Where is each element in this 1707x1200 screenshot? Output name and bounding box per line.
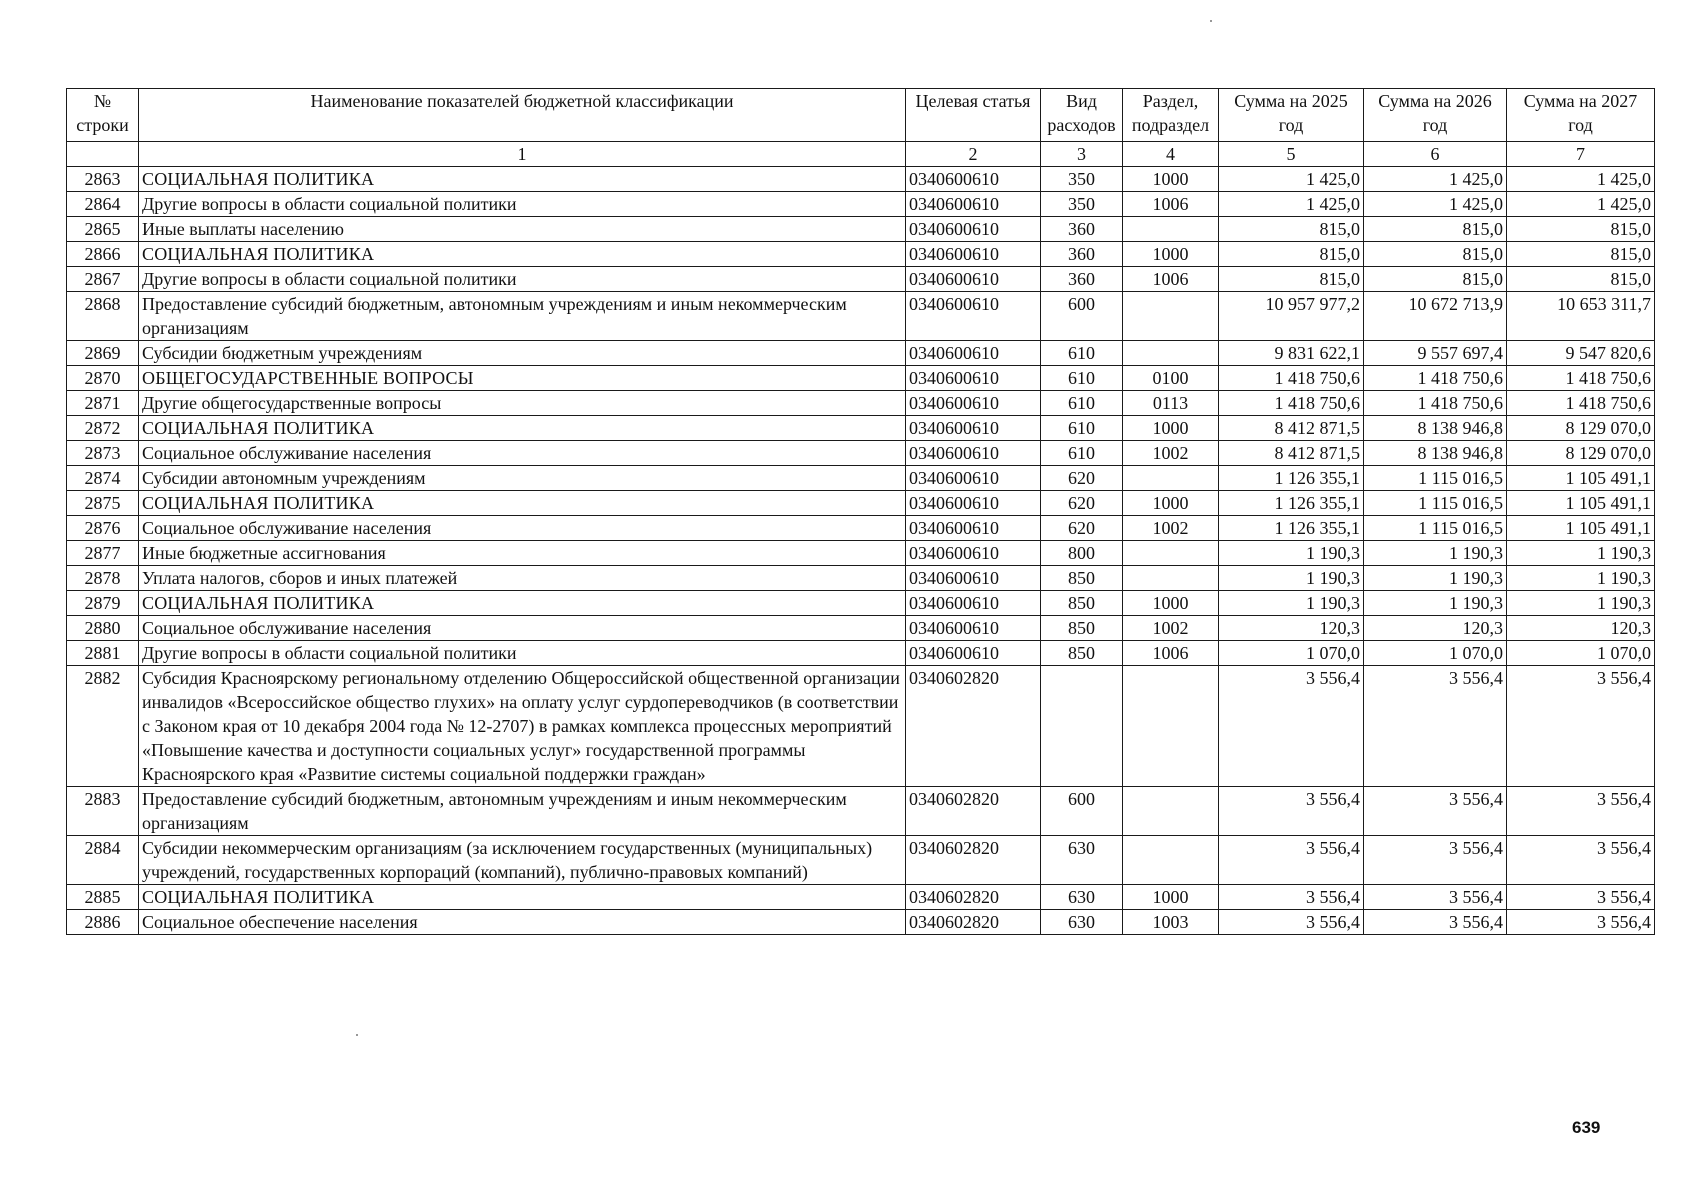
table-row [67,516,1655,541]
sum-2025-cell: 1 126 355,1 [1219,516,1364,541]
row-number-cell: 2869 [67,341,139,366]
target-code-cell: 0340600610 [906,516,1041,541]
sum-2027-cell: 1 418 750,6 [1507,366,1655,391]
sum-2025-cell: 815,0 [1219,267,1364,292]
header-vid: Вид расходов [1041,89,1123,142]
sum-2027-cell: 3 556,4 [1507,885,1655,910]
column-number: 2 [906,142,1041,167]
section-cell: 1002 [1123,616,1219,641]
sum-2026-cell: 1 070,0 [1364,641,1507,666]
row-name-cell: Иные выплаты населению [139,217,906,242]
target-code-cell: 0340600610 [906,242,1041,267]
expense-type-cell: 360 [1041,267,1123,292]
sum-2027-cell: 1 190,3 [1507,591,1655,616]
sum-2027-cell: 3 556,4 [1507,836,1655,885]
sum-2027-cell: 815,0 [1507,242,1655,267]
target-code-cell: 0340600610 [906,416,1041,441]
column-number [67,142,139,167]
sum-2027-cell: 1 105 491,1 [1507,466,1655,491]
sum-2027-cell: 8 129 070,0 [1507,441,1655,466]
target-code-cell: 0340600610 [906,441,1041,466]
expense-type-cell: 610 [1041,441,1123,466]
row-name-cell: Другие вопросы в области социальной политики [139,192,906,217]
column-number-row [67,142,1655,167]
row-number-cell: 2876 [67,516,139,541]
row-name-cell: СОЦИАЛЬНАЯ ПОЛИТИКА [139,167,906,192]
header-sum-2025: Сумма на 2025 год [1219,89,1364,142]
sum-2026-cell: 815,0 [1364,242,1507,267]
table-row [67,591,1655,616]
header-target: Целевая статья [906,89,1041,142]
section-cell: 1006 [1123,267,1219,292]
row-number-cell: 2871 [67,391,139,416]
table-row [67,466,1655,491]
sum-2025-cell: 1 126 355,1 [1219,466,1364,491]
column-number: 5 [1219,142,1364,167]
table-row [67,391,1655,416]
sum-2027-cell: 1 190,3 [1507,566,1655,591]
row-number-cell: 2868 [67,292,139,341]
row-name-cell: Иные бюджетные ассигнования [139,541,906,566]
expense-type-cell: 630 [1041,885,1123,910]
row-name-cell: Предоставление субсидий бюджетным, автономным учреждениям и иным некоммерческим организациям [139,292,906,341]
row-name-cell: ОБЩЕГОСУДАРСТВЕННЫЕ ВОПРОСЫ [139,366,906,391]
sum-2027-cell: 1 425,0 [1507,167,1655,192]
header-sum-2027: Сумма на 2027 год [1507,89,1655,142]
section-cell [1123,292,1219,341]
section-cell: 0100 [1123,366,1219,391]
scan-speck [356,1034,358,1036]
sum-2025-cell: 3 556,4 [1219,787,1364,836]
sum-2027-cell: 815,0 [1507,267,1655,292]
sum-2027-cell: 1 070,0 [1507,641,1655,666]
sum-2025-cell: 8 412 871,5 [1219,416,1364,441]
target-code-cell: 0340602820 [906,787,1041,836]
section-cell: 1000 [1123,491,1219,516]
section-cell: 1006 [1123,192,1219,217]
row-number-cell: 2885 [67,885,139,910]
header-row-no: № строки [67,89,139,142]
sum-2026-cell: 10 672 713,9 [1364,292,1507,341]
row-number-cell: 2882 [67,666,139,787]
row-name-cell: Другие вопросы в области социальной политики [139,267,906,292]
target-code-cell: 0340600610 [906,616,1041,641]
section-cell: 0113 [1123,391,1219,416]
row-number-cell: 2865 [67,217,139,242]
target-code-cell: 0340600610 [906,217,1041,242]
table-row [67,416,1655,441]
expense-type-cell: 600 [1041,787,1123,836]
sum-2025-cell: 3 556,4 [1219,666,1364,787]
section-cell [1123,787,1219,836]
table-row [67,267,1655,292]
table-row [67,616,1655,641]
table-row [67,192,1655,217]
column-number: 6 [1364,142,1507,167]
table-row [67,292,1655,341]
page-number: 639 [1572,1118,1601,1137]
sum-2025-cell: 1 126 355,1 [1219,491,1364,516]
row-number-cell: 2880 [67,616,139,641]
sum-2025-cell: 120,3 [1219,616,1364,641]
table-row [67,910,1655,935]
row-name-cell: Уплата налогов, сборов и иных платежей [139,566,906,591]
expense-type-cell: 850 [1041,566,1123,591]
section-cell: 1006 [1123,641,1219,666]
section-cell: 1000 [1123,885,1219,910]
sum-2027-cell: 1 418 750,6 [1507,391,1655,416]
target-code-cell: 0340600610 [906,192,1041,217]
sum-2026-cell: 8 138 946,8 [1364,441,1507,466]
expense-type-cell [1041,666,1123,787]
sum-2026-cell: 1 425,0 [1364,192,1507,217]
row-name-cell: Предоставление субсидий бюджетным, автономным учреждениям и иным некоммерческим организациям [139,787,906,836]
table-row [67,366,1655,391]
sum-2025-cell: 1 190,3 [1219,591,1364,616]
sum-2027-cell: 1 190,3 [1507,541,1655,566]
row-number-cell: 2879 [67,591,139,616]
expense-type-cell: 850 [1041,591,1123,616]
header-sum-2026: Сумма на 2026 год [1364,89,1507,142]
sum-2025-cell: 1 418 750,6 [1219,366,1364,391]
section-cell: 1000 [1123,416,1219,441]
sum-2027-cell: 3 556,4 [1507,787,1655,836]
section-cell: 1000 [1123,242,1219,267]
section-cell: 1002 [1123,516,1219,541]
expense-type-cell: 610 [1041,391,1123,416]
target-code-cell: 0340602820 [906,910,1041,935]
sum-2025-cell: 3 556,4 [1219,910,1364,935]
table-row [67,341,1655,366]
sum-2025-cell: 1 190,3 [1219,566,1364,591]
sum-2026-cell: 1 190,3 [1364,541,1507,566]
row-name-cell: Социальное обслуживание населения [139,516,906,541]
expense-type-cell: 620 [1041,516,1123,541]
expense-type-cell: 630 [1041,836,1123,885]
sum-2027-cell: 1 105 491,1 [1507,491,1655,516]
row-name-cell: СОЦИАЛЬНАЯ ПОЛИТИКА [139,885,906,910]
row-number-cell: 2867 [67,267,139,292]
section-cell: 1002 [1123,441,1219,466]
target-code-cell: 0340600610 [906,466,1041,491]
sum-2026-cell: 3 556,4 [1364,787,1507,836]
row-number-cell: 2875 [67,491,139,516]
column-number: 1 [139,142,906,167]
row-number-cell: 2863 [67,167,139,192]
row-name-cell: Субсидии некоммерческим организациям (за исключением государственных (муниципальных) учреждений, государственных корпораций (компаний), публично-правовых компаний) [139,836,906,885]
header-razdel: Раздел, подраздел [1123,89,1219,142]
table-row [67,242,1655,267]
sum-2026-cell: 1 115 016,5 [1364,466,1507,491]
section-cell [1123,836,1219,885]
row-number-cell: 2877 [67,541,139,566]
table-row [67,167,1655,192]
row-name-cell: Социальное обслуживание населения [139,616,906,641]
sum-2026-cell: 3 556,4 [1364,666,1507,787]
row-number-cell: 2866 [67,242,139,267]
target-code-cell: 0340600610 [906,167,1041,192]
sum-2027-cell: 3 556,4 [1507,910,1655,935]
row-name-cell: Субсидии бюджетным учреждениям [139,341,906,366]
header-name: Наименование показателей бюджетной классификации [139,89,906,142]
table-row [67,566,1655,591]
table-row [67,836,1655,885]
sum-2025-cell: 815,0 [1219,242,1364,267]
expense-type-cell: 630 [1041,910,1123,935]
row-number-cell: 2873 [67,441,139,466]
target-code-cell: 0340602820 [906,666,1041,787]
row-number-cell: 2883 [67,787,139,836]
target-code-cell: 0340600610 [906,292,1041,341]
target-code-cell: 0340602820 [906,836,1041,885]
section-cell [1123,566,1219,591]
sum-2026-cell: 1 418 750,6 [1364,366,1507,391]
row-number-cell: 2870 [67,366,139,391]
column-number: 3 [1041,142,1123,167]
target-code-cell: 0340600610 [906,267,1041,292]
row-number-cell: 2872 [67,416,139,441]
sum-2026-cell: 1 115 016,5 [1364,491,1507,516]
table-body [67,167,1655,935]
sum-2026-cell: 815,0 [1364,217,1507,242]
target-code-cell: 0340600610 [906,391,1041,416]
expense-type-cell: 350 [1041,192,1123,217]
expense-type-cell: 850 [1041,641,1123,666]
table-row [67,217,1655,242]
target-code-cell: 0340600610 [906,491,1041,516]
sum-2026-cell: 3 556,4 [1364,836,1507,885]
sum-2027-cell: 9 547 820,6 [1507,341,1655,366]
row-name-cell: Другие вопросы в области социальной политики [139,641,906,666]
target-code-cell: 0340600610 [906,641,1041,666]
sum-2026-cell: 9 557 697,4 [1364,341,1507,366]
sum-2026-cell: 1 190,3 [1364,566,1507,591]
expense-type-cell: 600 [1041,292,1123,341]
row-number-cell: 2881 [67,641,139,666]
sum-2027-cell: 815,0 [1507,217,1655,242]
sum-2025-cell: 3 556,4 [1219,885,1364,910]
sum-2025-cell: 8 412 871,5 [1219,441,1364,466]
row-number-cell: 2884 [67,836,139,885]
expense-type-cell: 360 [1041,242,1123,267]
expense-type-cell: 610 [1041,366,1123,391]
target-code-cell: 0340602820 [906,885,1041,910]
target-code-cell: 0340600610 [906,341,1041,366]
sum-2025-cell: 1 418 750,6 [1219,391,1364,416]
table-row [67,885,1655,910]
row-name-cell: Социальное обслуживание населения [139,441,906,466]
row-number-cell: 2874 [67,466,139,491]
sum-2027-cell: 120,3 [1507,616,1655,641]
sum-2027-cell: 10 653 311,7 [1507,292,1655,341]
expense-type-cell: 360 [1041,217,1123,242]
sum-2026-cell: 120,3 [1364,616,1507,641]
sum-2026-cell: 1 418 750,6 [1364,391,1507,416]
target-code-cell: 0340600610 [906,591,1041,616]
row-number-cell: 2886 [67,910,139,935]
sum-2026-cell: 3 556,4 [1364,885,1507,910]
column-number: 4 [1123,142,1219,167]
row-name-cell: Субсидия Красноярскому региональному отделению Общероссийской общественной организации инвалидов «Всероссийское общество глухих» на оплату услуг сурдопереводчиков (в соответствии с Законом края от 10 декабря 2004 года № 12-2707) в рамках комплекса процессных мероприятий «Повышение качества и доступности социальных услуг» государственной программы Красноярского края «Развитие системы социальной поддержки граждан» [139,666,906,787]
sum-2027-cell: 1 105 491,1 [1507,516,1655,541]
row-name-cell: Другие общегосударственные вопросы [139,391,906,416]
expense-type-cell: 610 [1041,416,1123,441]
sum-2025-cell: 3 556,4 [1219,836,1364,885]
sum-2027-cell: 3 556,4 [1507,666,1655,787]
budget-table [66,88,1655,935]
sum-2025-cell: 1 070,0 [1219,641,1364,666]
row-number-cell: 2864 [67,192,139,217]
section-cell: 1000 [1123,591,1219,616]
expense-type-cell: 800 [1041,541,1123,566]
section-cell [1123,466,1219,491]
row-name-cell: СОЦИАЛЬНАЯ ПОЛИТИКА [139,416,906,441]
sum-2025-cell: 1 190,3 [1219,541,1364,566]
row-name-cell: СОЦИАЛЬНАЯ ПОЛИТИКА [139,491,906,516]
sum-2025-cell: 1 425,0 [1219,192,1364,217]
expense-type-cell: 620 [1041,466,1123,491]
sum-2026-cell: 1 425,0 [1364,167,1507,192]
row-name-cell: Социальное обеспечение населения [139,910,906,935]
expense-type-cell: 350 [1041,167,1123,192]
table-row [67,441,1655,466]
sum-2025-cell: 815,0 [1219,217,1364,242]
sum-2026-cell: 8 138 946,8 [1364,416,1507,441]
row-name-cell: СОЦИАЛЬНАЯ ПОЛИТИКА [139,591,906,616]
sum-2025-cell: 9 831 622,1 [1219,341,1364,366]
sum-2025-cell: 10 957 977,2 [1219,292,1364,341]
row-number-cell: 2878 [67,566,139,591]
header-row [67,89,1655,142]
table-row [67,666,1655,787]
sum-2027-cell: 8 129 070,0 [1507,416,1655,441]
column-number: 7 [1507,142,1655,167]
target-code-cell: 0340600610 [906,566,1041,591]
table-row [67,787,1655,836]
section-cell [1123,666,1219,787]
sum-2025-cell: 1 425,0 [1219,167,1364,192]
target-code-cell: 0340600610 [906,366,1041,391]
section-cell [1123,541,1219,566]
section-cell [1123,341,1219,366]
target-code-cell: 0340600610 [906,541,1041,566]
section-cell: 1000 [1123,167,1219,192]
sum-2026-cell: 1 190,3 [1364,591,1507,616]
table-row [67,541,1655,566]
section-cell [1123,217,1219,242]
table-row [67,491,1655,516]
section-cell: 1003 [1123,910,1219,935]
sum-2026-cell: 1 115 016,5 [1364,516,1507,541]
row-name-cell: Субсидии автономным учреждениям [139,466,906,491]
expense-type-cell: 620 [1041,491,1123,516]
sum-2026-cell: 3 556,4 [1364,910,1507,935]
row-name-cell: СОЦИАЛЬНАЯ ПОЛИТИКА [139,242,906,267]
scan-speck [1210,20,1212,22]
expense-type-cell: 850 [1041,616,1123,641]
expense-type-cell: 610 [1041,341,1123,366]
sum-2026-cell: 815,0 [1364,267,1507,292]
sum-2027-cell: 1 425,0 [1507,192,1655,217]
table-row [67,641,1655,666]
